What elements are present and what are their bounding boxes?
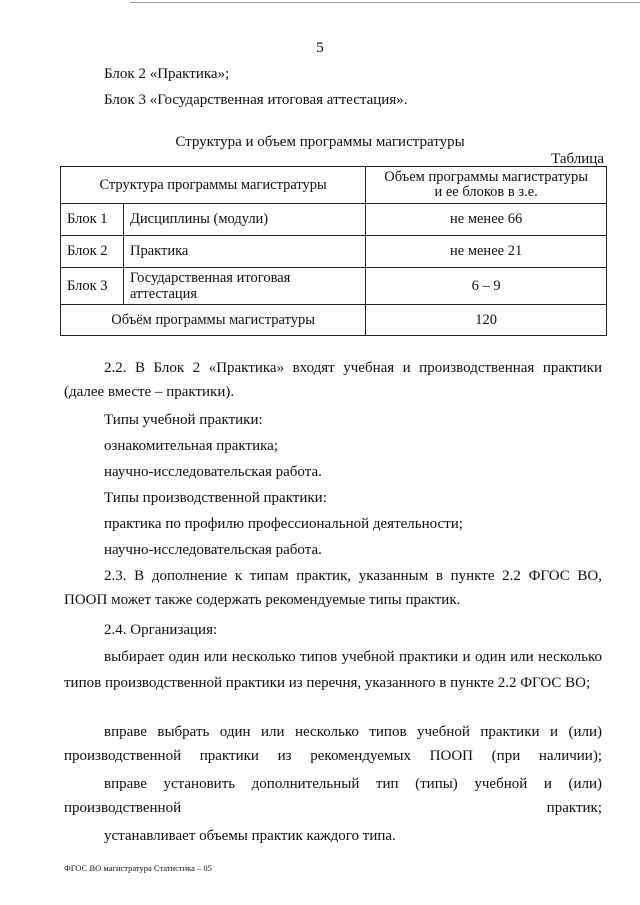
- cell-block: Блок 3: [61, 268, 124, 305]
- paragraph-may-choose: вправе выбрать один или несколько типов учебной практики и (или) производственной практики из рекомендуемых ПООП (при наличии);: [64, 724, 602, 764]
- table-row: [61, 236, 607, 268]
- cell-name: Практика: [124, 236, 366, 268]
- cell-name: [124, 268, 366, 305]
- header-structure: Структура программы магистратуры: [61, 167, 366, 204]
- paragraph-sets-volumes: устанавливает объемы практик каждого типа.: [104, 828, 396, 844]
- intro-line-block2: Блок 2 «Практика»;: [104, 66, 230, 82]
- paragraph-2-2: 2.2. В Блок 2 «Практика» входят учебная и производственная практики (далее вместе – практики).: [64, 360, 602, 400]
- paragraph-may-establish: вправе установить дополнительный тип (типы) учебной и (или) производственной практик;: [64, 776, 602, 816]
- table-header-row: [61, 167, 607, 204]
- cell-value: не менее 21: [366, 236, 607, 268]
- footer-note: ФГОС ВО магистратура Статистика – 05: [64, 863, 212, 873]
- paragraph-types-educational: Типы учебной практики:: [104, 412, 263, 428]
- cell-block: Блок 1: [61, 204, 124, 236]
- cell-name-line1: Государственная итоговая: [130, 270, 291, 286]
- cell-name-line2: аттестация: [130, 286, 198, 302]
- table-row: [61, 268, 607, 305]
- paragraph-research-work-2: научно-исследовательская работа.: [104, 542, 322, 558]
- header-volume: [366, 167, 607, 204]
- paragraph-research-work-1: научно-исследовательская работа.: [104, 464, 322, 480]
- table-title: Структура и объем программы магистратуры: [175, 134, 465, 150]
- table-total-row: [61, 305, 607, 336]
- scan-top-rule: [130, 2, 640, 3]
- page-number: 5: [316, 40, 324, 56]
- paragraph-profile-practice: практика по профилю профессиональной деятельности;: [104, 516, 463, 532]
- table-label: Таблица: [551, 151, 604, 167]
- total-label: Объём программы магистратуры: [61, 305, 366, 336]
- paragraph-selects-types: выбирает один или несколько типов учебной практики и один или несколько типов производственной практики из перечня, указанного в пункте 2.2 ФГОС ВО;: [64, 649, 602, 691]
- header-volume-line1: Объем программы магистратуры: [384, 169, 588, 185]
- header-volume-line2: и ее блоков в з.е.: [434, 184, 538, 200]
- paragraph-types-production: Типы производственной практики:: [104, 490, 327, 506]
- cell-name: Дисциплины (модули): [124, 204, 366, 236]
- paragraph-introductory-practice: ознакомительная практика;: [104, 438, 278, 454]
- cell-block: Блок 2: [61, 236, 124, 268]
- paragraph-2-4: 2.4. Организация:: [104, 622, 218, 638]
- cell-value: не менее 66: [366, 204, 607, 236]
- intro-line-block3: Блок 3 «Государственная итоговая аттестация».: [104, 92, 408, 108]
- cell-value: 6 – 9: [366, 268, 607, 305]
- structure-table: [60, 166, 607, 336]
- table-row: [61, 204, 607, 236]
- total-value: 120: [366, 305, 607, 336]
- paragraph-2-3: 2.3. В дополнение к типам практик, указанным в пункте 2.2 ФГОС ВО, ПООП может также содержать рекомендуемые типы практик.: [64, 568, 602, 608]
